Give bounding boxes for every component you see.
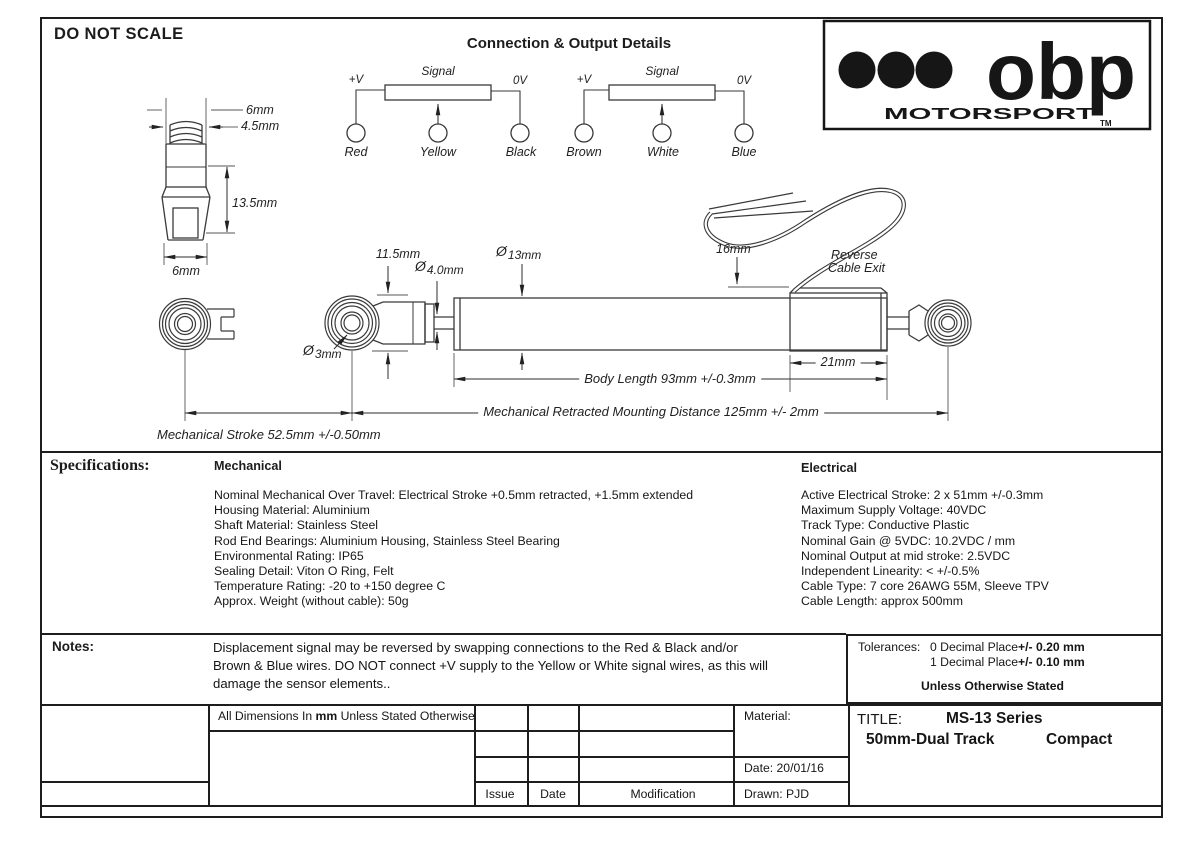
do-not-scale-label: DO NOT SCALE xyxy=(54,25,184,43)
spec-item: Active Electrical Stroke: 2 x 51mm +/-0.3mm xyxy=(801,488,1044,502)
title-series: MS-13 Series xyxy=(946,710,1043,727)
mechanical-heading: Mechanical xyxy=(214,459,282,473)
titleblock-vrule-1 xyxy=(208,704,210,805)
signal-label-left: Signal xyxy=(421,64,455,78)
issue-column-header: Issue xyxy=(485,787,515,801)
dims-note-unit: mm xyxy=(315,709,338,723)
dim-cap-length: 21mm xyxy=(816,355,861,369)
titleblock-hrule-3 xyxy=(474,781,848,783)
spec-item: Approx. Weight (without cable): 50g xyxy=(214,594,409,609)
titleblock-bottom-rule xyxy=(40,805,1161,807)
wire-label-yellow: Yellow xyxy=(419,145,457,159)
date-column-header: Date xyxy=(540,787,566,801)
titleblock-vrule-5 xyxy=(733,704,735,805)
logo-brand-text: obp xyxy=(986,27,1136,116)
wire-label-red: Red xyxy=(344,145,368,159)
titleblock-hrule-4 xyxy=(40,781,208,783)
phi-symbol: Ø xyxy=(415,258,426,274)
dims-note-post: Unless Stated Otherwise xyxy=(337,709,475,723)
wire-label-brown: Brown xyxy=(566,145,602,159)
dim-cable-height: 16mm xyxy=(716,242,751,256)
notes-line-3: damage the sensor elements.. xyxy=(213,676,391,691)
dim-thread-width: 4.5mm xyxy=(241,119,280,133)
title-model: 50mm-Dual Track xyxy=(866,731,995,748)
spec-item: Cable Type: 7 core 26AWG 55M, Sleeve TPV xyxy=(801,579,1049,594)
tolerances-footer: Unless Otherwise Stated xyxy=(921,679,1064,693)
dim-mounting-distance: Mechanical Retracted Mounting Distance 125mm +/- 2mm xyxy=(478,404,824,419)
tolerance-dp0: 0 Decimal Place xyxy=(930,640,1019,654)
tolerance-dp1: 1 Decimal Place xyxy=(930,655,1019,669)
supply-label-right: +V xyxy=(576,74,592,86)
tolerances-label: Tolerances: xyxy=(858,640,921,654)
dim-thread-od: 6mm xyxy=(246,103,274,117)
spec-item: Temperature Rating: -20 to +150 degree C xyxy=(214,579,446,594)
supply-label-left: +V xyxy=(348,74,364,86)
material-label: Material: xyxy=(744,709,791,723)
logo-tm-mark: TM xyxy=(1100,119,1112,128)
dim-clevis-width: 6mm xyxy=(172,264,200,278)
signal-label-right: Signal xyxy=(645,64,679,78)
spec-item: Rod End Bearings: Aluminium Housing, Stainless Steel Bearing xyxy=(214,533,560,548)
dim-mechanical-stroke: Mechanical Stroke 52.5mm +/-0.50mm xyxy=(157,427,381,442)
electrical-heading: Electrical xyxy=(801,461,858,475)
phi-value: 13mm xyxy=(507,248,542,262)
tolerance-dp1-value: +/- 0.10 mm xyxy=(1018,655,1085,669)
modification-column-header: Modification xyxy=(630,787,696,801)
drawn-by-value: Drawn: PJD xyxy=(744,787,810,801)
spec-item: Housing Material: Aluminium xyxy=(214,503,370,518)
spec-item: Shaft Material: Stainless Steel xyxy=(214,518,379,533)
logo-subtitle-text: MOTORSPORT xyxy=(884,106,1095,123)
wire-label-black: Black xyxy=(505,145,537,159)
spec-item: Nominal Output at mid stroke: 2.5VDC xyxy=(801,548,1011,563)
notes-divider xyxy=(40,633,846,635)
reverse-cable-exit-line2: Cable Exit xyxy=(828,261,885,275)
notes-line-2: Brown & Blue wires. DO NOT connect +V supply to the Yellow or White signal wires, as this will xyxy=(213,658,768,673)
spec-item: Maximum Supply Voltage: 40VDC xyxy=(801,503,987,518)
titleblock-vrule-6 xyxy=(848,704,850,805)
spec-item: Nominal Mechanical Over Travel: Electrical Stroke +0.5mm retracted, +1.5mm extended xyxy=(214,488,694,502)
spec-item: Environmental Rating: IP65 xyxy=(214,548,364,563)
dims-note-pre: All Dimensions In xyxy=(218,709,316,723)
ground-label-right: 0V xyxy=(736,75,752,87)
specifications-label: Specifications: xyxy=(50,457,150,474)
specs-divider xyxy=(40,451,1161,453)
phi-symbol: Ø xyxy=(303,342,314,358)
wire-label-white: White xyxy=(647,145,679,159)
spec-item: Cable Length: approx 500mm xyxy=(801,594,964,609)
titleblock-vrule-3 xyxy=(527,704,529,805)
titleblock-vrule-4 xyxy=(578,704,580,805)
spec-item: Sealing Detail: Viton O Ring, Felt xyxy=(214,564,394,579)
titleblock-hrule-1 xyxy=(208,730,733,732)
electrical-spec-list xyxy=(801,488,1049,610)
spec-item: Track Type: Conductive Plastic xyxy=(801,518,970,533)
dim-rod-end-width: 11.5mm xyxy=(375,247,421,261)
spec-item: Independent Linearity: < +/-0.5% xyxy=(801,564,980,579)
phi-symbol: Ø xyxy=(496,243,507,259)
tolerance-dp0-value: +/- 0.20 mm xyxy=(1018,640,1085,654)
titleblock-hrule-2 xyxy=(474,756,848,758)
title-label: TITLE: xyxy=(857,711,903,728)
phi-value: 4.0mm xyxy=(426,263,464,277)
dim-clevis-length: 13.5mm xyxy=(232,196,278,210)
spec-item: Nominal Gain @ 5VDC: 10.2VDC / mm xyxy=(801,533,1016,548)
title-variant: Compact xyxy=(1046,731,1113,748)
phi-value: 3mm xyxy=(314,347,342,361)
dimensions-note xyxy=(218,709,475,723)
notes-line-1: Displacement signal may be reversed by swapping connections to the Red & Black and/or xyxy=(213,640,738,655)
dim-body-dia xyxy=(496,243,542,262)
dim-shaft-dia xyxy=(415,258,464,277)
date-value: Date: 20/01/16 xyxy=(744,761,824,775)
notes-label: Notes: xyxy=(52,639,95,654)
ground-label-left: 0V xyxy=(512,75,528,87)
dim-bore-dia xyxy=(303,342,342,361)
reverse-cable-exit-line1: Reverse xyxy=(831,248,878,262)
dim-body-length: Body Length 93mm +/-0.3mm xyxy=(579,371,761,386)
connection-output-title: Connection & Output Details xyxy=(466,35,672,52)
mechanical-spec-list xyxy=(214,488,693,610)
wire-label-blue: Blue xyxy=(731,145,757,159)
